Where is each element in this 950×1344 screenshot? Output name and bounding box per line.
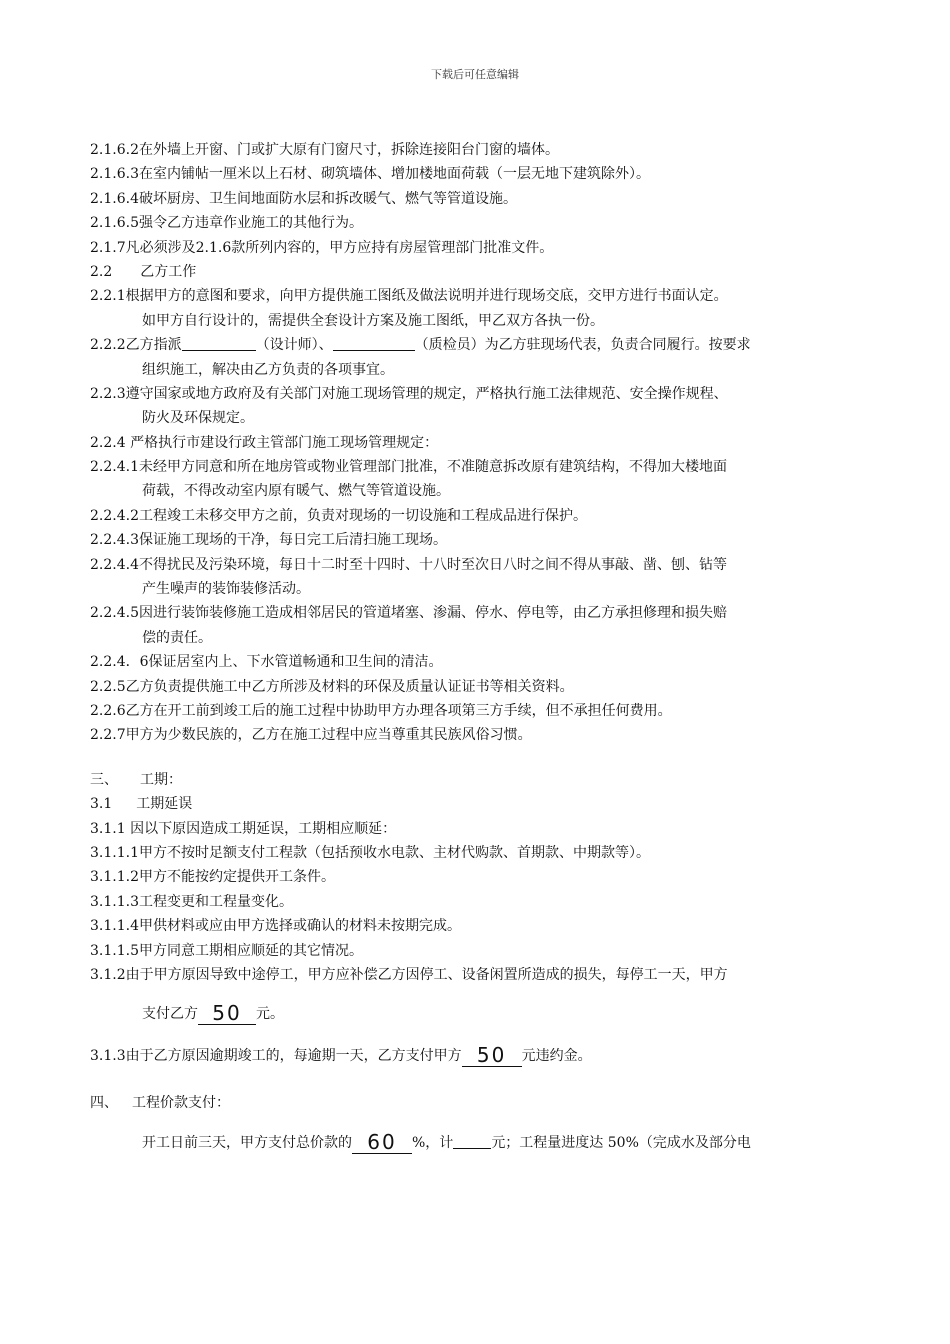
contract-body <box>90 138 870 1158</box>
clause-2-1-7: 2.1.7凡必须涉及2.1.6款所列内容的，甲方应持有房屋管理部门批准文件。 <box>90 239 554 256</box>
clause-2-2-4-4: 2.2.4.4不得扰民及污染环境，每日十二时至十四时、十八时至次日八时之间不得从事敲、凿、刨、钻等 <box>90 556 727 573</box>
clause-2-2-3: 2.2.3遵守国家或地方政府及有关部门对施工现场管理的规定，严格执行施工法律规范、安全操作规程、 <box>90 385 728 402</box>
spacer <box>90 987 870 999</box>
clause-2-1-6-2: 2.1.6.2在外墙上开窗、门或扩大原有门窗尺寸，拆除连接阳台门窗的墙体。 <box>90 142 559 158</box>
clause-text: 2.2.2乙方指派 <box>90 337 182 354</box>
clause-text: 开工日前三天，甲方支付总价款的 <box>142 1134 352 1151</box>
clause-2-1-6-3: 2.1.6.3在室内铺帖一厘米以上石材、砌筑墙体、增加楼地面荷载（一层无地下建筑除外）。 <box>90 166 650 183</box>
spacer <box>90 1071 870 1091</box>
clause-2-2-4-1: 2.2.4.1未经甲方同意和所在地房管或物业管理部门批准，不准随意拆改原有建筑结构，不得加大楼地面 <box>90 459 727 476</box>
clause-text: 元违约金。 <box>521 1048 592 1065</box>
clause-3-1-2: 3.1.2由于甲方原因导致中途停工，甲方应补偿乙方因停工、设备闲置所造成的损失，每停工一天，甲方 <box>90 966 728 983</box>
section-title: 工程价款支付： <box>132 1095 230 1112</box>
section-2-2-heading <box>90 260 870 284</box>
clause-text: （质检员）为乙方驻现场代表，负责合同履行。按要求 <box>414 337 751 354</box>
clause-2-2-4: 2.2.4 严格执行市建设行政主管部门施工现场管理规定： <box>90 434 439 451</box>
clause-2-2-3-cont: 防火及环保规定。 <box>142 410 254 427</box>
clause-2-2-4-6: 2.2.4．6保证居室内上、下水管道畅通和卫生间的清洁。 <box>90 654 443 671</box>
clause-text: 元；工程量进度达 50%（完成水及部分电 <box>491 1134 751 1151</box>
clause-text: （设计师）、 <box>255 337 333 354</box>
section-title: 乙方工作 <box>140 263 197 280</box>
clause-2-2-4-4-cont: 产生噪声的装饰装修活动。 <box>142 581 310 598</box>
clause-text: 3.1.3由于乙方原因逾期竣工的，每逾期一天，乙方支付甲方 <box>90 1048 462 1065</box>
page-header: 下载后可任意编辑 <box>431 68 519 81</box>
clause-2-2-4-1-cont: 荷载，不得改动室内原有暖气、燃气等管道设施。 <box>142 483 450 500</box>
clause-3-1-3 <box>90 1041 870 1071</box>
amount-blank[interactable] <box>453 1132 491 1149</box>
payment-terms <box>90 1128 870 1158</box>
clause-2-2-6: 2.2.6乙方在开工前到竣工后的施工过程中协助甲方办理各项第三方手续，但不承担任何费用。 <box>90 702 672 719</box>
clause-2-2-4-2: 2.2.4.2工程竣工未移交甲方之前，负责对现场的一切设施和工程成品进行保护。 <box>90 507 587 524</box>
advance-percent-value[interactable]: 60 <box>352 1131 412 1154</box>
section-number: 四、 <box>90 1095 118 1112</box>
clause-2-2-5: 2.2.5乙方负责提供施工中乙方所涉及材料的环保及质量认证证书等相关资料。 <box>90 678 574 695</box>
section-number: 三、 <box>90 771 118 788</box>
clause-3-1-1-3: 3.1.1.3工程变更和工程量变化。 <box>90 893 293 910</box>
section-number: 2.2 <box>90 263 113 280</box>
clause-2-2-4-3: 2.2.4.3保证施工现场的干净，每日完工后清扫施工现场。 <box>90 532 447 549</box>
clause-text: %，计 <box>412 1134 454 1151</box>
section-4-heading <box>90 1091 870 1115</box>
spacer <box>90 748 870 768</box>
clause-2-1-6-5: 2.1.6.5强令乙方违章作业施工的其他行为。 <box>90 215 363 232</box>
clause-2-2-7: 2.2.7甲方为少数民族的，乙方在施工过程中应当尊重其民族风俗习惯。 <box>90 727 532 744</box>
spacer <box>90 1116 870 1128</box>
clause-text: 支付乙方 <box>142 1006 198 1023</box>
inspector-blank[interactable] <box>333 334 415 351</box>
section-title: 工期： <box>140 771 182 788</box>
designer-blank[interactable] <box>182 334 256 351</box>
clause-3-1-1-1: 3.1.1.1甲方不按时足额支付工程款（包括预收水电款、主材代购款、首期款、中期款等）。 <box>90 844 650 861</box>
clause-2-2-2-cont: 组织施工，解决由乙方负责的各项事宜。 <box>142 361 394 378</box>
section-number: 3.1 <box>90 796 113 813</box>
clause-text: 元。 <box>256 1006 284 1023</box>
clause-3-1-1: 3.1.1 因以下原因造成工期延误，工期相应顺延： <box>90 820 397 837</box>
clause-2-2-4-5: 2.2.4.5因进行装饰装修施工造成相邻居民的管道堵塞、渗漏、停水、停电等，由乙方承担修理和损失赔 <box>90 605 727 622</box>
clause-3-1-1-5: 3.1.1.5甲方同意工期相应顺延的其它情况。 <box>90 942 363 959</box>
clause-2-1-6-4: 2.1.6.4破坏厨房、卫生间地面防水层和拆改暖气、燃气等管道设施。 <box>90 190 517 207</box>
clause-3-1-1-2: 3.1.1.2甲方不能按约定提供开工条件。 <box>90 869 335 886</box>
section-3-1-heading <box>90 792 870 816</box>
clause-3-1-1-4: 3.1.1.4甲供材料或应由甲方选择或确认的材料未按期完成。 <box>90 918 461 935</box>
clause-2-2-4-5-cont: 偿的责任。 <box>142 629 212 646</box>
clause-2-2-2 <box>90 333 870 357</box>
penalty-value[interactable]: 50 <box>462 1044 522 1067</box>
spacer <box>90 1029 870 1041</box>
clause-3-1-2-cont <box>90 999 870 1029</box>
clause-2-2-1: 2.2.1根据甲方的意图和要求，向甲方提供施工图纸及做法说明并进行现场交底，交甲方进行书面认定。 <box>90 288 728 305</box>
section-title: 工期延误 <box>136 796 193 813</box>
clause-2-2-1-cont: 如甲方自行设计的，需提供全套设计方案及施工图纸，甲乙双方各执一份。 <box>142 312 604 329</box>
daily-compensation-value[interactable]: 50 <box>198 1002 256 1025</box>
section-3-heading <box>90 768 870 792</box>
